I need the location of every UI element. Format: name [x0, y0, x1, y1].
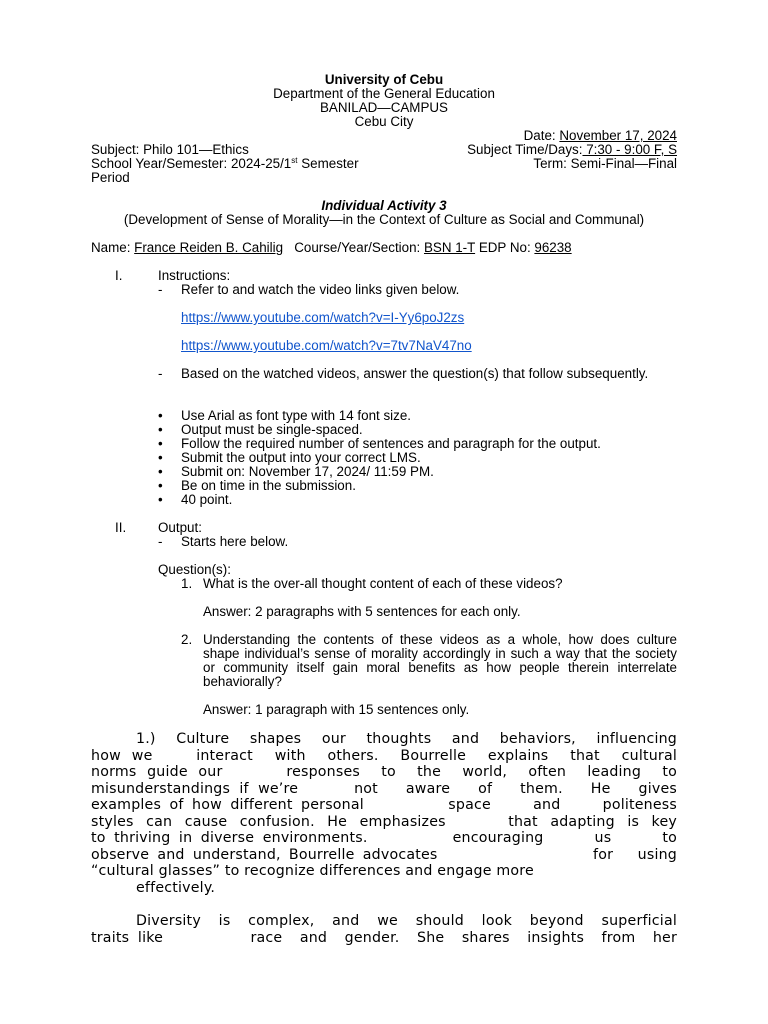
starts-text: Starts here below. [181, 534, 289, 549]
essay-line-text: Diversity is complex, and we should look beyond superficial [136, 913, 677, 929]
course-value: BSN 1-T [423, 240, 476, 255]
bullet-item: Follow the required number of sentences and paragraph for the output. [181, 436, 601, 451]
subject-time-value: 7:30 - 9:00 F, S [582, 142, 677, 157]
subject-time-line [467, 143, 677, 157]
question-number: 2. [181, 632, 193, 647]
essay-line: “cultural glasses” to recognize differences and engage more [91, 863, 534, 879]
essay-line: styles can cause confusion. He emphasizes that adapting is key [91, 813, 677, 830]
dash-marker: - [158, 282, 163, 297]
essay-line: how we interact with others. Bourrelle explains that cultural [91, 747, 677, 764]
bullet-icon: • [158, 422, 163, 437]
student-info-line [91, 241, 572, 255]
campus-name: BANILAD—CAMPUS [320, 100, 448, 115]
question-text: What is the over-all thought content of each of these videos? [203, 576, 563, 591]
refer-text: Refer to and watch the video links given below. [181, 282, 460, 297]
school-year-line [91, 157, 359, 171]
essay-paragraph-2 [91, 913, 677, 946]
bullet-item: Submit on: November 17, 2024/ 11:59 PM. [181, 464, 434, 479]
essay-line: examples of how different personal space and politeness [91, 797, 677, 813]
activity-subtitle: (Development of Sense of Morality—in the Context of Culture as Social and Communal) [123, 212, 645, 227]
subject-line: Subject: Philo 101—Ethics [91, 142, 249, 157]
school-year-prefix: School Year/Semester: 2024-25/1 [91, 156, 292, 171]
bullet-item: Submit the output into your correct LMS. [181, 450, 421, 465]
period-line: Period [91, 170, 130, 185]
edp-label: EDP No: [475, 240, 535, 255]
bullet-icon: • [158, 408, 163, 423]
department-name: Department of the General Education [273, 86, 495, 101]
essay-paragraph-1 [91, 731, 677, 896]
questions-label: Question(s): [158, 562, 231, 577]
essay-line: misunderstandings if we’re not aware of them. He gives [91, 780, 677, 797]
essay-line: norms guide our responses to the world, often leading to [91, 764, 677, 780]
essay-line-text: effectively. [136, 879, 216, 896]
date-line [524, 129, 677, 143]
bullet-item: Output must be single-spaced. [181, 422, 363, 437]
bullet-icon: • [158, 492, 163, 507]
date-label: Date: [523, 128, 560, 143]
essay-line [91, 731, 677, 748]
name-label: Name: [91, 240, 135, 255]
essay-line [91, 880, 677, 897]
bullet-item: Use Arial as font type with 14 font size. [181, 408, 411, 423]
essay-line: observe and understand, Bourrelle advocates for using [91, 846, 677, 863]
activity-title: Individual Activity 3 [321, 198, 447, 213]
bullet-item: Be on time in the submission. [181, 478, 356, 493]
course-label: Course/Year/Section: [283, 240, 424, 255]
video-link-1[interactable]: https://www.youtube.com/watch?v=I-Yy6poJ2zs [181, 310, 465, 325]
bullet-icon: • [158, 478, 163, 493]
video-link-2[interactable]: https://www.youtube.com/watch?v=7tv7NaV47no [181, 338, 472, 353]
essay-line-text: 1.) Culture shapes our thoughts and behaviors, influencing [136, 731, 677, 747]
essay-line [91, 913, 677, 930]
bullet-item: 40 point. [181, 492, 233, 507]
school-year-sup: st [291, 156, 298, 165]
section-numeral-2: II. [115, 520, 127, 535]
term-line: Term: Semi-Final—Final [533, 156, 677, 171]
subject-time-label: Subject Time/Days: [467, 142, 583, 157]
essay-line: traits like race and gender. She shares insights from her [91, 929, 677, 946]
school-year-suffix: Semester [297, 156, 359, 171]
date-value: November 17, 2024 [559, 128, 677, 143]
dash-marker: - [158, 534, 163, 549]
edp-value: 96238 [534, 240, 572, 255]
university-name: University of Cebu [324, 72, 444, 87]
output-heading: Output: [158, 520, 202, 535]
answer-requirement: Answer: 1 paragraph with 15 sentences only. [203, 702, 470, 717]
bullet-icon: • [158, 436, 163, 451]
question-number: 1. [181, 576, 193, 591]
city-name: Cebu City [354, 114, 414, 129]
section-numeral-1: I. [115, 268, 123, 283]
instructions-heading: Instructions: [158, 268, 231, 283]
based-text: Based on the watched videos, answer the question(s) that follow subsequently. [181, 366, 649, 381]
essay-line: to thriving in diverse environments. encouraging us to [91, 830, 677, 846]
dash-marker: - [158, 366, 163, 381]
question-text: Understanding the contents of these videos as a whole, how does culture shape individual’s sense of morality accordingly in such a way that the society or community itself gain moral benefits as how people therein interrelate behaviorally? [203, 632, 677, 689]
bullet-icon: • [158, 464, 163, 479]
student-name: France Reiden B. Cahilig [134, 240, 284, 255]
bullet-icon: • [158, 450, 163, 465]
answer-requirement: Answer: 2 paragraphs with 5 sentences for each only. [203, 604, 521, 619]
